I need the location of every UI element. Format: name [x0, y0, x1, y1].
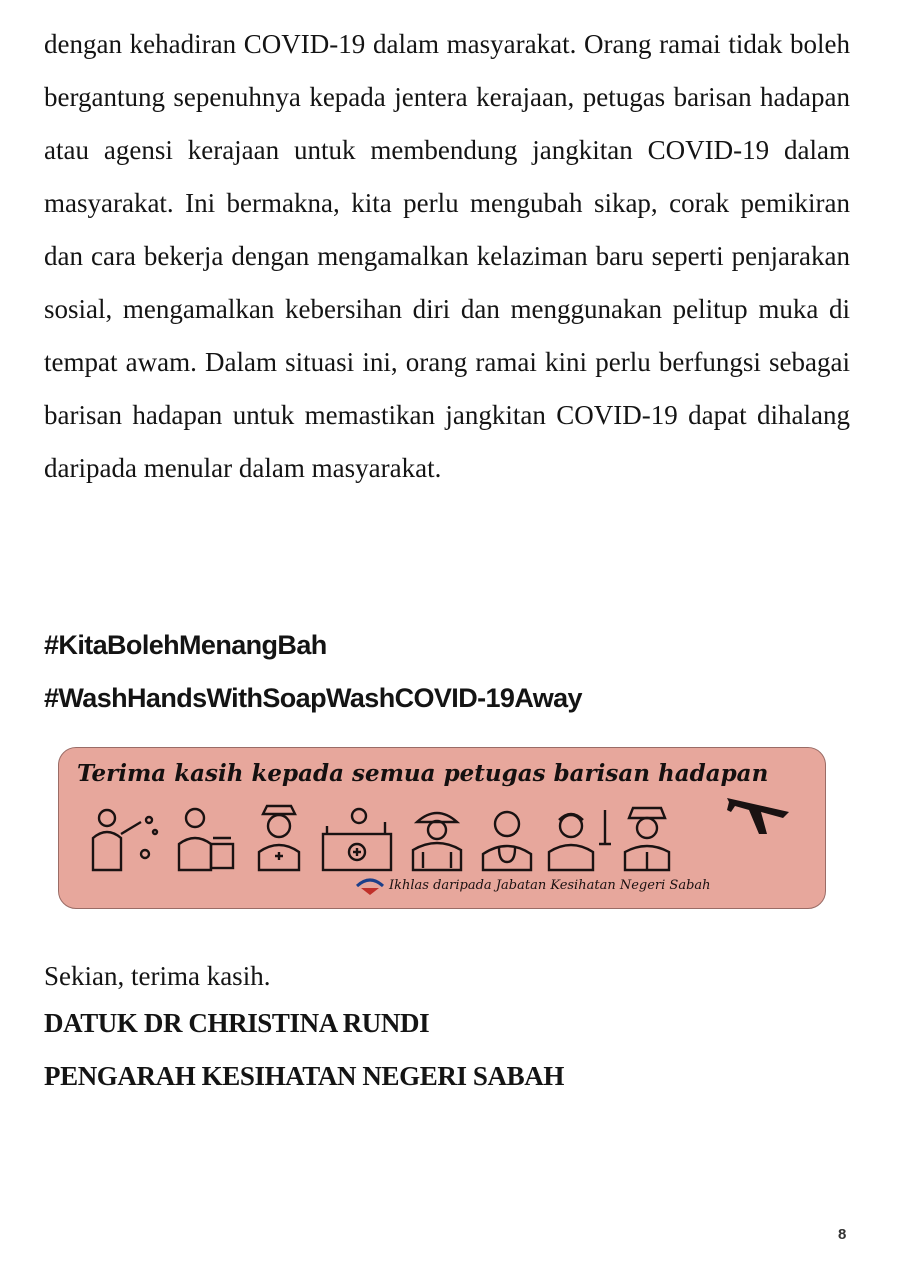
department-logo-icon — [355, 874, 385, 896]
cashier-icon — [179, 809, 233, 870]
hashtag-kita-boleh-menang: #KitaBolehMenangBah — [44, 630, 327, 660]
sprayer-worker-icon — [93, 810, 157, 870]
frontliner-thanks-banner — [58, 747, 826, 909]
airplane-icon — [723, 778, 793, 838]
body-paragraph: dengan kehadiran COVID-19 dalam masyarakat. Orang ramai tidak boleh bergantung sepenuhnya kepada jentera kerajaan, petugas barisan hadapan atau agensi kerajaan untuk membendung jangkitan COVID-19 dalam masyarakat. Ini bermakna, kita perlu mengubah sikap, corak pemikiran dan cara bekerja dengan mengamalkan kelaziman baru seperti penjarakan sosial, mengamalkan kebersihan diri dan menggunakan pelitup muka di tempat awam. Dalam situasi ini, orang ramai kini perlu berfungsi sebagai barisan hadapan untuk memastikan jangkitan COVID-19 dapat dihalang daripada menular dalam masyarakat. — [44, 29, 850, 483]
firefighter-icon — [413, 813, 461, 870]
signer-title: PENGARAH KESIHATAN NEGERI SABAH — [44, 1061, 564, 1091]
signer-name: DATUK DR CHRISTINA RUNDI — [44, 1008, 430, 1038]
pharmacist-icon — [323, 809, 391, 870]
banner-title: Terima kasih kepada semua petugas barisan hadapan — [77, 760, 769, 787]
hashtag-list — [44, 619, 582, 725]
police-icon — [625, 808, 669, 870]
page-number: 8 — [838, 1226, 847, 1243]
banner-credit: Ikhlas daripada Jabatan Kesihatan Negeri Sabah — [389, 878, 711, 893]
closing-text: Sekian, terima kasih. — [44, 961, 271, 991]
doctor-icon — [483, 812, 531, 870]
frontliner-icons — [83, 804, 703, 874]
cleaner-icon — [549, 810, 611, 870]
nurse-icon — [259, 806, 299, 870]
hashtag-wash-hands: #WashHandsWithSoapWashCOVID-19Away — [44, 683, 582, 713]
